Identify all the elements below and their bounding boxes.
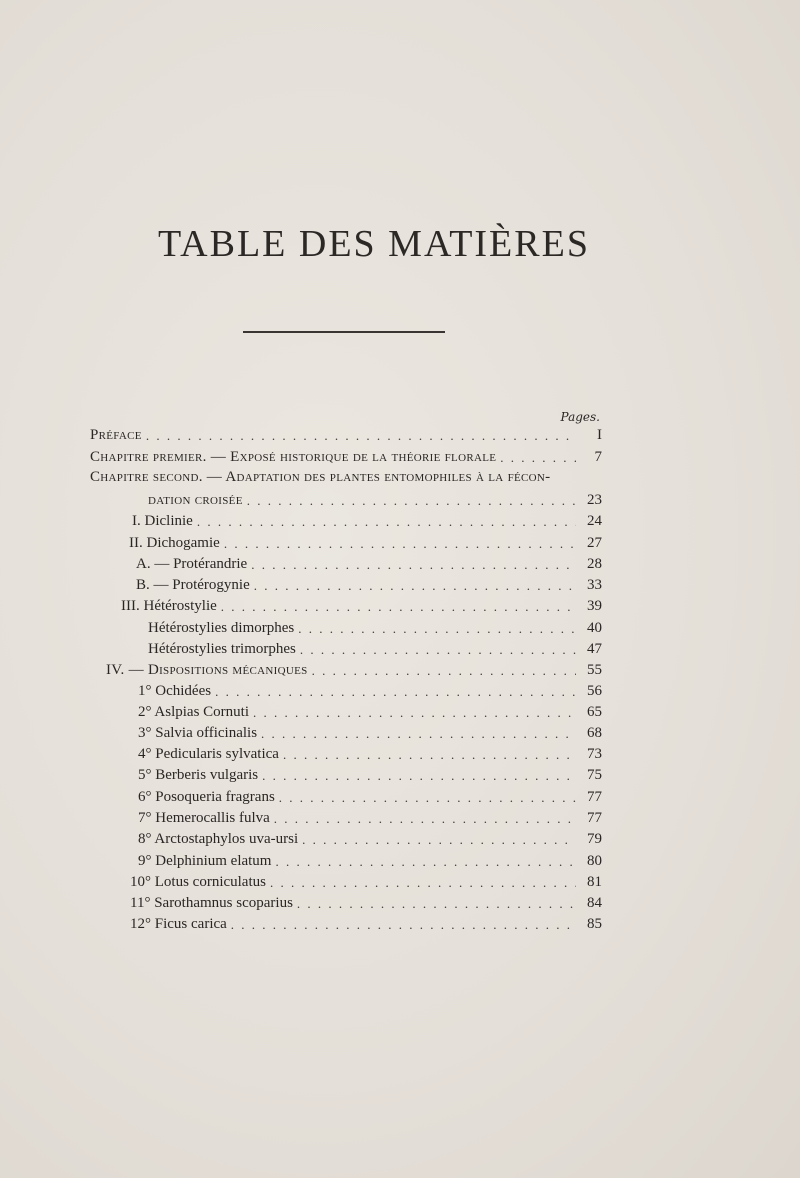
toc-entry: Chapitre premier. — Exposé historique de la théorie florale . . . 7 (90, 446, 602, 466)
toc-entry: 8° Arctostaphylos uva-ursi . . . 79 (138, 828, 602, 848)
toc-entry: B. — Protérogynie . . . 33 (136, 574, 602, 594)
toc-entry: IV. — Dispositions mécaniques . . . 55 (106, 659, 602, 679)
toc-entry: dation croisée . . . 23 (148, 489, 602, 509)
toc-entry: 12° Ficus carica . . . 85 (130, 913, 602, 933)
toc-entry: 6° Posoqueria fragrans . . . 77 (138, 786, 602, 806)
toc-entry: Chapitre second. — Adaptation des plantes entomophiles à la fécon- (90, 469, 551, 485)
toc-entry: Hétérostylies trimorphes . . . 47 (148, 638, 602, 658)
toc-entry: 1° Ochidées . . . 56 (138, 680, 602, 700)
pages-column-label: Pages. (560, 410, 600, 424)
toc-entry: A. — Protérandrie . . . 28 (136, 553, 602, 573)
toc-entry: 7° Hemerocallis fulva . . . 77 (138, 807, 602, 827)
toc-entry: I. Diclinie . . . 24 (132, 510, 602, 530)
toc-entry: III. Hétérostylie . . . 39 (121, 595, 602, 615)
toc-entry: 10° Lotus corniculatus . . . 81 (130, 871, 602, 891)
toc-entry: Préface . . . I (90, 424, 602, 444)
toc-entry: Hétérostylies dimorphes . . . 40 (148, 617, 602, 637)
toc-entry: 3° Salvia officinalis . . . 68 (138, 722, 602, 742)
toc-entry: 11° Sarothamnus scoparius . . . 84 (130, 892, 602, 912)
toc-entry: 4° Pedicularis sylvatica . . . 73 (138, 743, 602, 763)
toc-entry: 5° Berberis vulgaris . . . 75 (138, 764, 602, 784)
toc-entry: 9° Delphinium elatum . . . 80 (138, 850, 602, 870)
page-title: TABLE DES MATIÈRES (158, 223, 590, 265)
toc-entry: II. Dichogamie . . . 27 (129, 532, 602, 552)
title-rule (243, 331, 445, 333)
toc-entry: 2° Aslpias Cornuti . . . 65 (138, 701, 602, 721)
